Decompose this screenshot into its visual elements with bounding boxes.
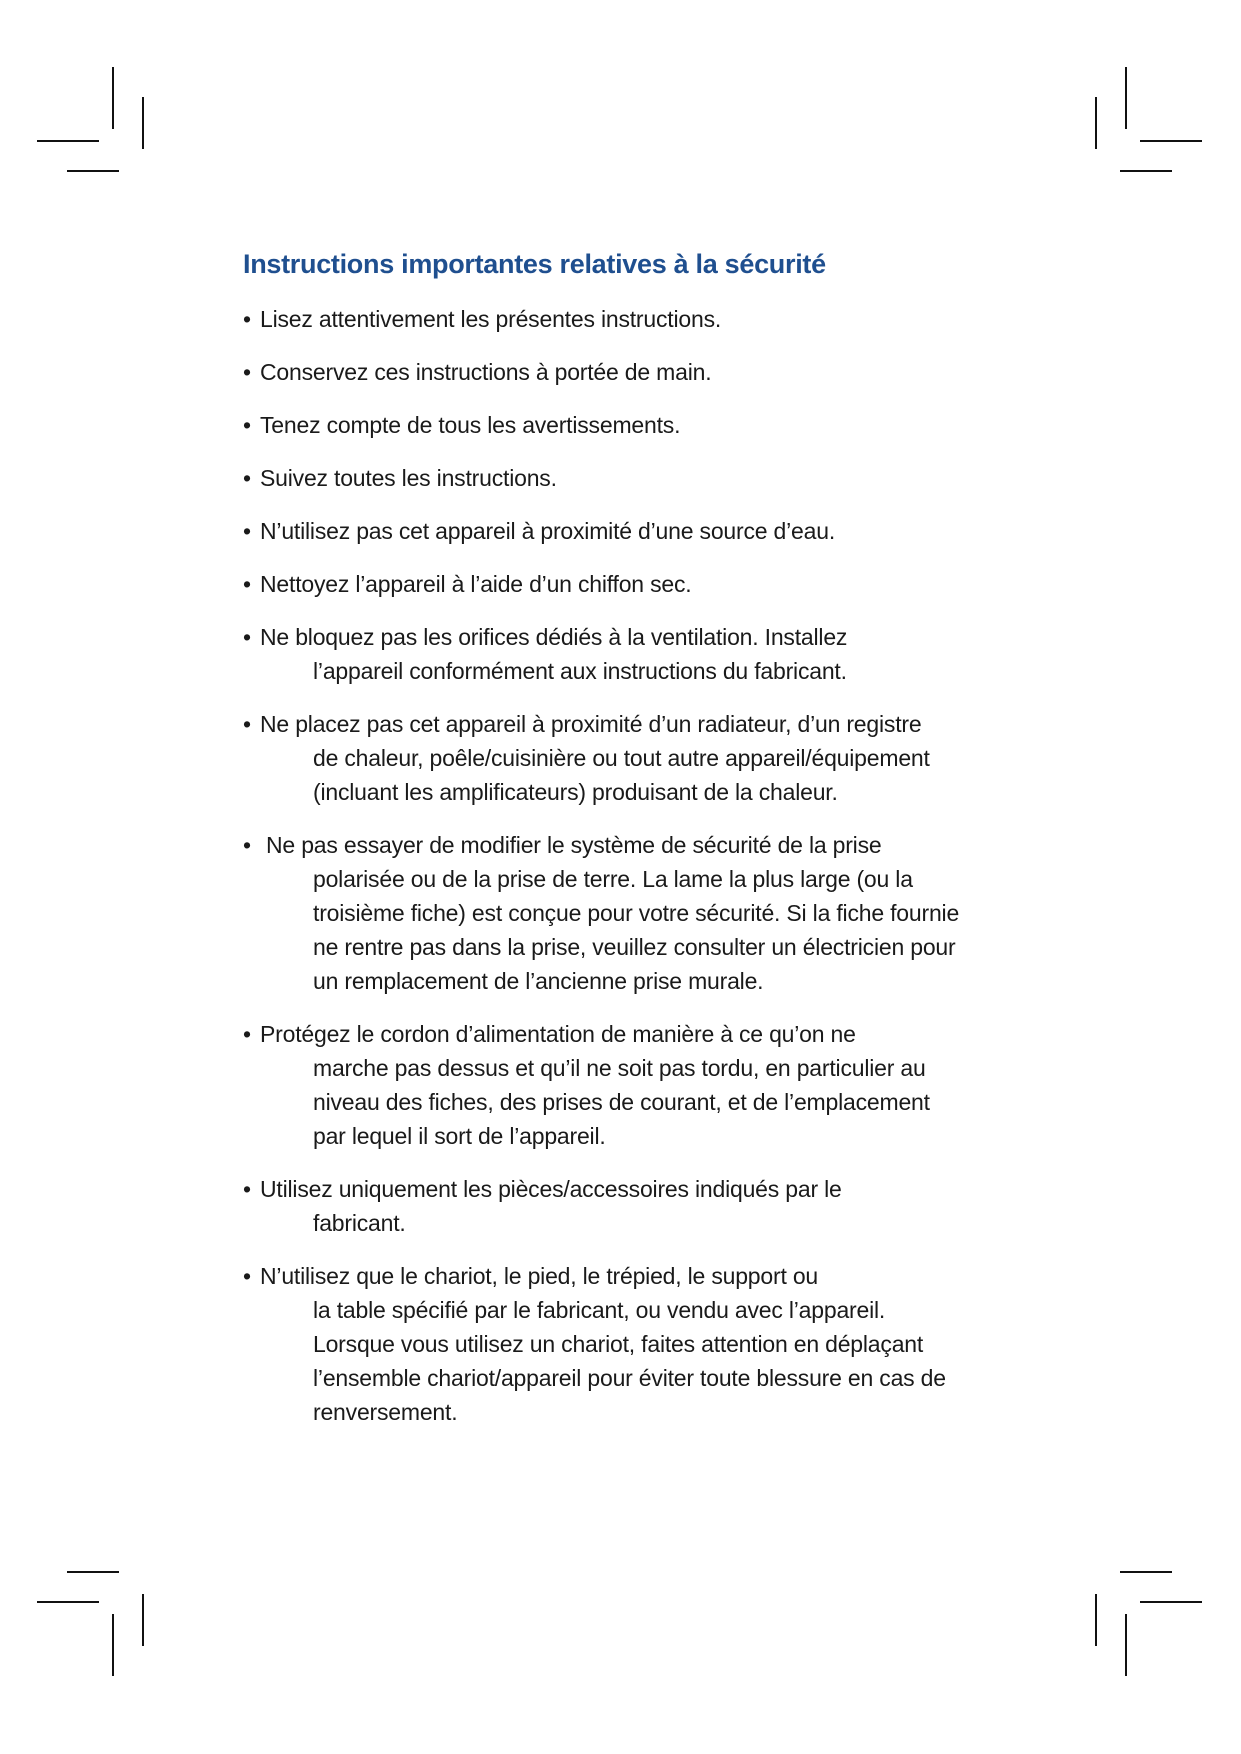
list-item — [243, 1172, 1023, 1240]
crop-mark — [142, 1594, 144, 1646]
item-text: Ne bloquez pas les orifices dédiés à la ventilation. Installez — [260, 624, 848, 650]
item-continuation: Lorsque vous utilisez un chariot, faites attention en déplaçant — [313, 1331, 924, 1357]
safety-instructions-section — [243, 246, 1023, 1448]
crop-mark — [1140, 1601, 1202, 1603]
item-continuation: renversement. — [313, 1399, 458, 1425]
bullet-icon: • — [243, 571, 251, 597]
item-continuation: marche pas dessus et qu’il ne soit pas tordu, en particulier au — [313, 1055, 926, 1081]
crop-mark — [1095, 97, 1097, 149]
crop-mark — [1120, 1571, 1172, 1573]
bullet-icon: • — [243, 1263, 251, 1289]
item-text: N’utilisez que le chariot, le pied, le trépied, le support ou — [260, 1263, 819, 1289]
item-text: Tenez compte de tous les avertissements. — [260, 412, 681, 438]
item-text: Suivez toutes les instructions. — [260, 465, 557, 491]
item-continuation: la table spécifié par le fabricant, ou vendu avec l’appareil. — [313, 1297, 886, 1323]
crop-mark — [112, 1614, 114, 1676]
list-item — [243, 1017, 1023, 1153]
crop-mark — [1140, 140, 1202, 142]
list-item — [243, 1259, 1023, 1429]
list-item — [243, 302, 1023, 336]
bullet-icon: • — [243, 624, 251, 650]
bullet-icon: • — [243, 1176, 251, 1202]
list-item — [243, 707, 1023, 809]
item-continuation: polarisée ou de la prise de terre. La lame la plus large (ou la — [313, 866, 913, 892]
item-text: Lisez attentivement les présentes instructions. — [260, 306, 722, 332]
item-text: N’utilisez pas cet appareil à proximité d’une source d’eau. — [260, 518, 836, 544]
item-continuation: ne rentre pas dans la prise, veuillez consulter un électricien pour — [313, 934, 956, 960]
bullet-icon: • — [243, 832, 251, 858]
item-continuation: l’ensemble chariot/appareil pour éviter toute blessure en cas de — [313, 1365, 946, 1391]
bullet-icon: • — [243, 306, 251, 332]
crop-mark — [67, 1571, 119, 1573]
crop-mark — [1095, 1594, 1097, 1646]
list-item — [243, 355, 1023, 389]
item-text: Nettoyez l’appareil à l’aide d’un chiffon sec. — [260, 571, 692, 597]
instructions-list — [243, 302, 1023, 1429]
item-continuation: par lequel il sort de l’appareil. — [313, 1123, 606, 1149]
item-continuation: de chaleur, poêle/cuisinière ou tout autre appareil/équipement — [313, 745, 930, 771]
item-text: Ne pas essayer de modifier le système de sécurité de la prise — [266, 832, 882, 858]
list-item — [243, 828, 1023, 998]
bullet-icon: • — [243, 412, 251, 438]
item-text: Protégez le cordon d’alimentation de manière à ce qu’on ne — [260, 1021, 856, 1047]
item-text: Utilisez uniquement les pièces/accessoires indiqués par le — [260, 1176, 842, 1202]
list-item — [243, 514, 1023, 548]
item-text: Ne placez pas cet appareil à proximité d’un radiateur, d’un registre — [260, 711, 922, 737]
bullet-icon: • — [243, 711, 251, 737]
item-continuation: (incluant les amplificateurs) produisant de la chaleur. — [313, 779, 838, 805]
crop-mark — [1125, 67, 1127, 129]
item-continuation: l’appareil conformément aux instructions du fabricant. — [313, 658, 847, 684]
item-continuation: niveau des fiches, des prises de courant, et de l’emplacement — [313, 1089, 930, 1115]
crop-mark — [112, 67, 114, 129]
bullet-icon: • — [243, 1021, 251, 1047]
bullet-icon: • — [243, 518, 251, 544]
crop-mark — [37, 140, 99, 142]
list-item — [243, 408, 1023, 442]
crop-mark — [37, 1601, 99, 1603]
bullet-icon: • — [243, 359, 251, 385]
crop-mark — [1125, 1614, 1127, 1676]
item-continuation: troisième fiche) est conçue pour votre sécurité. Si la fiche fournie — [313, 900, 960, 926]
item-text: Conservez ces instructions à portée de main. — [260, 359, 712, 385]
crop-mark — [1120, 170, 1172, 172]
crop-mark — [142, 97, 144, 149]
bullet-icon: • — [243, 465, 251, 491]
item-continuation: fabricant. — [313, 1210, 406, 1236]
crop-mark — [67, 170, 119, 172]
list-item — [243, 461, 1023, 495]
list-item — [243, 567, 1023, 601]
list-item — [243, 620, 1023, 688]
page-title: Instructions importantes relatives à la sécurité — [243, 249, 826, 279]
item-continuation: un remplacement de l’ancienne prise murale. — [313, 968, 764, 994]
